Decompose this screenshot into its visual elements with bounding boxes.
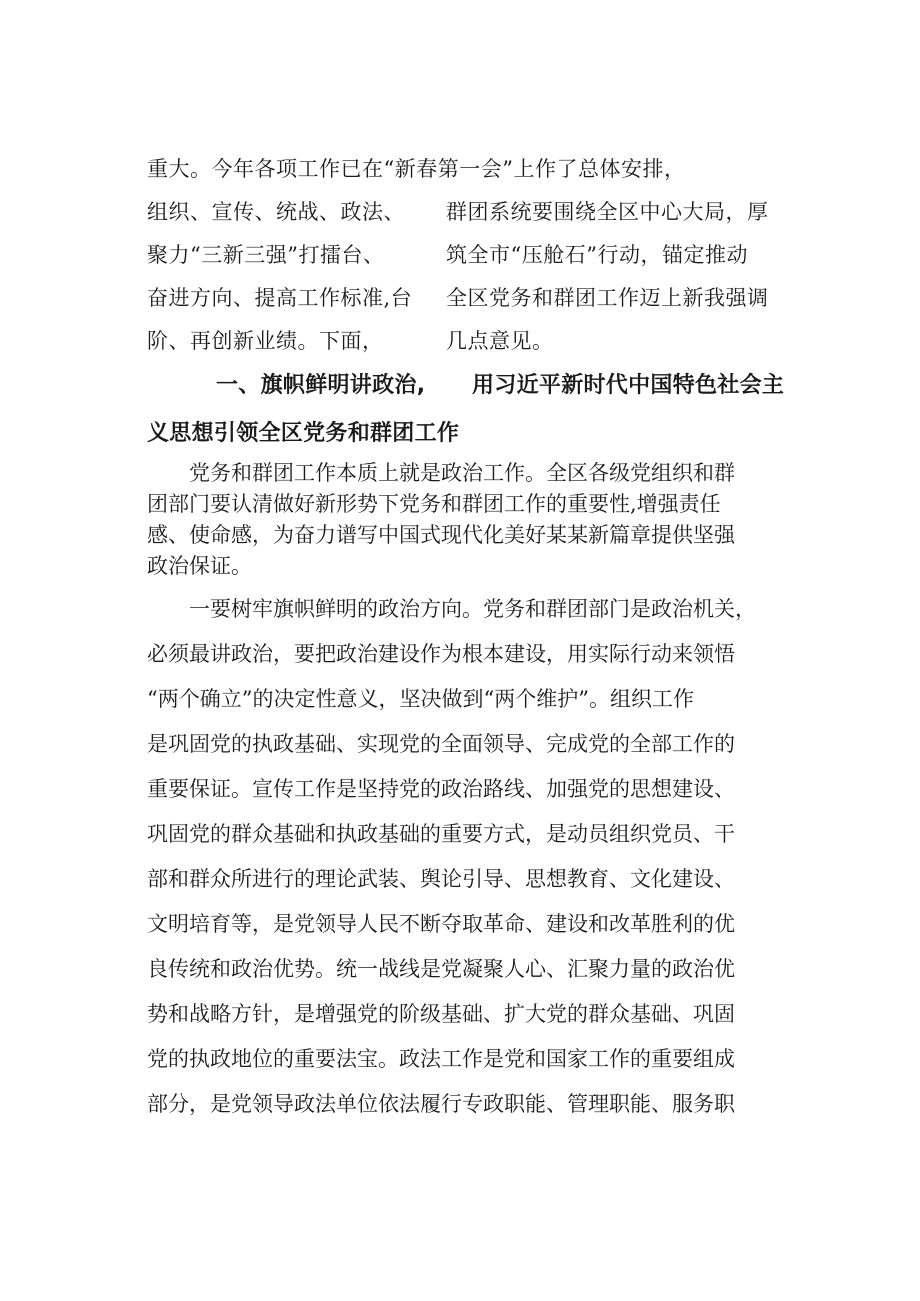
paragraph-1-line: 团部门要认清做好新形势下党务和群团工作的重要性,增强责任 bbox=[147, 492, 721, 516]
intro-right-line-2: 筑全市“压舱石”行动，锚定推动 bbox=[446, 243, 748, 267]
paragraph-2-line: 重要保证。宣传工作是坚持党的政治路线、加强党的思想建设、 bbox=[147, 777, 735, 801]
paragraph-2-line: 是巩固党的执政基础、实现党的全面领导、完成党的全部工作的 bbox=[147, 732, 735, 756]
intro-right-line-4: 几点意见。 bbox=[446, 329, 554, 353]
section-heading-line-1-left: 一、旗帜鲜明讲政治, bbox=[216, 373, 426, 398]
paragraph-2-line: 一要树牢旗帜鲜明的政治方向。党务和群团部门是政治机关， bbox=[189, 597, 756, 621]
paragraph-1-line: 政治保证。 bbox=[147, 554, 252, 578]
paragraph-2 bbox=[147, 587, 797, 1127]
paragraph-2-line: 部分，是党领导政法单位依法履行专政职能、管理职能、服务职 bbox=[147, 1092, 735, 1116]
paragraph-2-line: 良传统和政治优势。统一战线是党凝聚人心、汇聚力量的政治优 bbox=[147, 957, 735, 981]
paragraph-2-line: 党的执政地位的重要法宝。政法工作是党和国家工作的重要组成 bbox=[147, 1047, 735, 1071]
paragraph-1-line: 感、使命感，为奋力谱写中国式现代化美好某某新篇章提供坚强 bbox=[147, 523, 735, 547]
paragraph-1-line: 党务和群团工作本质上就是政治工作。全区各级党组织和群 bbox=[189, 461, 735, 485]
paragraph-2-line: “两个确立”的决定性意义，坚决做到“两个维护”。组织工作 bbox=[147, 687, 694, 711]
intro-left-line-4: 奋进方向、提高工作标准,台 bbox=[147, 286, 413, 310]
intro-right-line-3: 全区党务和群团工作迈上新我强调 bbox=[446, 286, 769, 310]
section-heading-line-2: 义思想引领全区党务和群团工作 bbox=[147, 421, 460, 446]
intro-right-line-1: 群团系统要围绕全区中心大局，厚 bbox=[446, 200, 769, 224]
section-heading-line-1-right: 用习近平新时代中国特色社会主 bbox=[472, 373, 785, 398]
intro-line-1: 重大。今年各项工作已在“新春第一会”上作了总体安排， bbox=[147, 157, 686, 181]
paragraph-1 bbox=[147, 458, 797, 582]
paragraph-2-line: 势和战略方针，是增强党的阶级基础、扩大党的群众基础、巩固 bbox=[147, 1002, 735, 1026]
intro-left-line-2: 组织、宣传、统战、政法、 bbox=[147, 200, 405, 224]
paragraph-2-line: 巩固党的群众基础和执政基础的重要方式，是动员组织党员、干 bbox=[147, 822, 735, 846]
paragraph-2-line: 部和群众所进行的理论武装、舆论引导、思想教育、文化建设、 bbox=[147, 867, 735, 891]
intro-left-line-5: 阶、再创新业绩。下面， bbox=[147, 329, 384, 353]
intro-left-line-3: 聚力“三新三强”打擂台、 bbox=[147, 243, 385, 267]
paragraph-2-line: 必须最讲政治，要把政治建设作为根本建设，用实际行动来领悟 bbox=[147, 642, 735, 666]
paragraph-2-line: 文明培育等，是党领导人民不断夺取革命、建设和改革胜利的优 bbox=[147, 912, 735, 936]
